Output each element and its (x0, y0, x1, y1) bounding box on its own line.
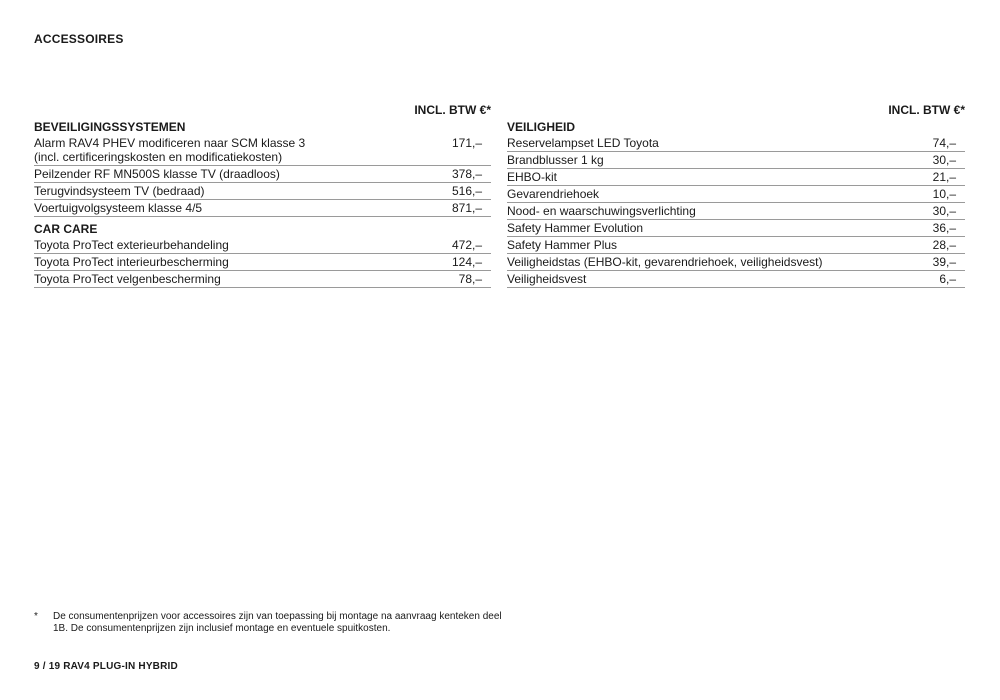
item-price: 28,– (932, 238, 956, 252)
table-row (507, 271, 965, 288)
table-row (507, 152, 965, 169)
price-list-left (34, 102, 491, 288)
item-name: Voertuigvolgsysteem klasse 4/5 (34, 201, 203, 215)
page-footer: 9 / 19 RAV4 PLUG-IN HYBRID (34, 661, 178, 672)
item-name: Gevarendriehoek (507, 187, 600, 201)
footnote-text: De consumentenprijzen voor accessoires zijn van toepassing bij montage na aanvraag kenteken deel 1B. De consumentenprijzen zijn inclusief montage en eventuele spuitkosten. (53, 611, 502, 634)
item-price: 472,– (451, 238, 482, 252)
item-name: Toyota ProTect interieurbescherming (34, 255, 229, 269)
table-row (507, 237, 965, 254)
item-price: 171,– (451, 136, 482, 150)
item-name: Safety Hammer Evolution (507, 221, 644, 235)
table-row (34, 200, 491, 217)
item-price: 36,– (932, 221, 956, 235)
item-name: Nood- en waarschuwingsverlichting (507, 204, 696, 218)
page-title: ACCESSOIRES (34, 32, 124, 46)
item-price: 10,– (932, 187, 956, 201)
item-price: 74,– (932, 136, 956, 150)
table-row (507, 220, 965, 237)
table-row (34, 135, 491, 166)
item-price: 30,– (932, 153, 956, 167)
item-name: Toyota ProTect exterieurbehandeling (34, 238, 229, 252)
item-price: 78,– (458, 272, 482, 286)
item-name: Terugvindsysteem TV (bedraad) (34, 184, 205, 198)
footnote (34, 611, 504, 635)
table-row (34, 166, 491, 183)
item-price: 21,– (932, 170, 956, 184)
item-price: 124,– (451, 255, 482, 269)
item-price: 30,– (932, 204, 956, 218)
item-name: Peilzender RF MN500S klasse TV (draadloos) (34, 167, 280, 181)
item-name: Veiligheidstas (EHBO-kit, gevarendriehoek, veiligheidsvest) (507, 255, 823, 269)
item-price: 39,– (932, 255, 956, 269)
table-row (507, 203, 965, 220)
table-row (507, 169, 965, 186)
table-row (34, 254, 491, 271)
item-price: 6,– (939, 272, 956, 286)
section-title-beveiligingssystemen: BEVEILIGINGSSYSTEMEN (34, 120, 186, 134)
item-name: Reservelampset LED Toyota (507, 136, 659, 150)
item-name: Toyota ProTect velgenbescherming (34, 272, 221, 286)
item-name: Alarm RAV4 PHEV modificeren naar SCM klasse 3 (incl. certificeringskosten en modificatiekosten) (34, 136, 306, 164)
section-title-car-care: CAR CARE (34, 222, 98, 236)
item-name: Brandblusser 1 kg (507, 153, 604, 167)
item-price: 871,– (451, 201, 482, 215)
price-list-right (507, 102, 965, 288)
price-column-header: INCL. BTW €* (414, 103, 491, 117)
item-name: EHBO-kit (507, 170, 558, 184)
item-price: 378,– (451, 167, 482, 181)
table-row (34, 237, 491, 254)
table-row (34, 271, 491, 288)
item-name: Safety Hammer Plus (507, 238, 618, 252)
table-row (507, 186, 965, 203)
table-row (507, 135, 965, 152)
item-name: Veiligheidsvest (507, 272, 587, 286)
price-column-header: INCL. BTW €* (888, 103, 965, 117)
table-row (34, 183, 491, 200)
section-title-veiligheid: VEILIGHEID (507, 120, 576, 134)
table-row (507, 254, 965, 271)
footnote-mark: * (34, 611, 38, 622)
item-price: 516,– (451, 184, 482, 198)
